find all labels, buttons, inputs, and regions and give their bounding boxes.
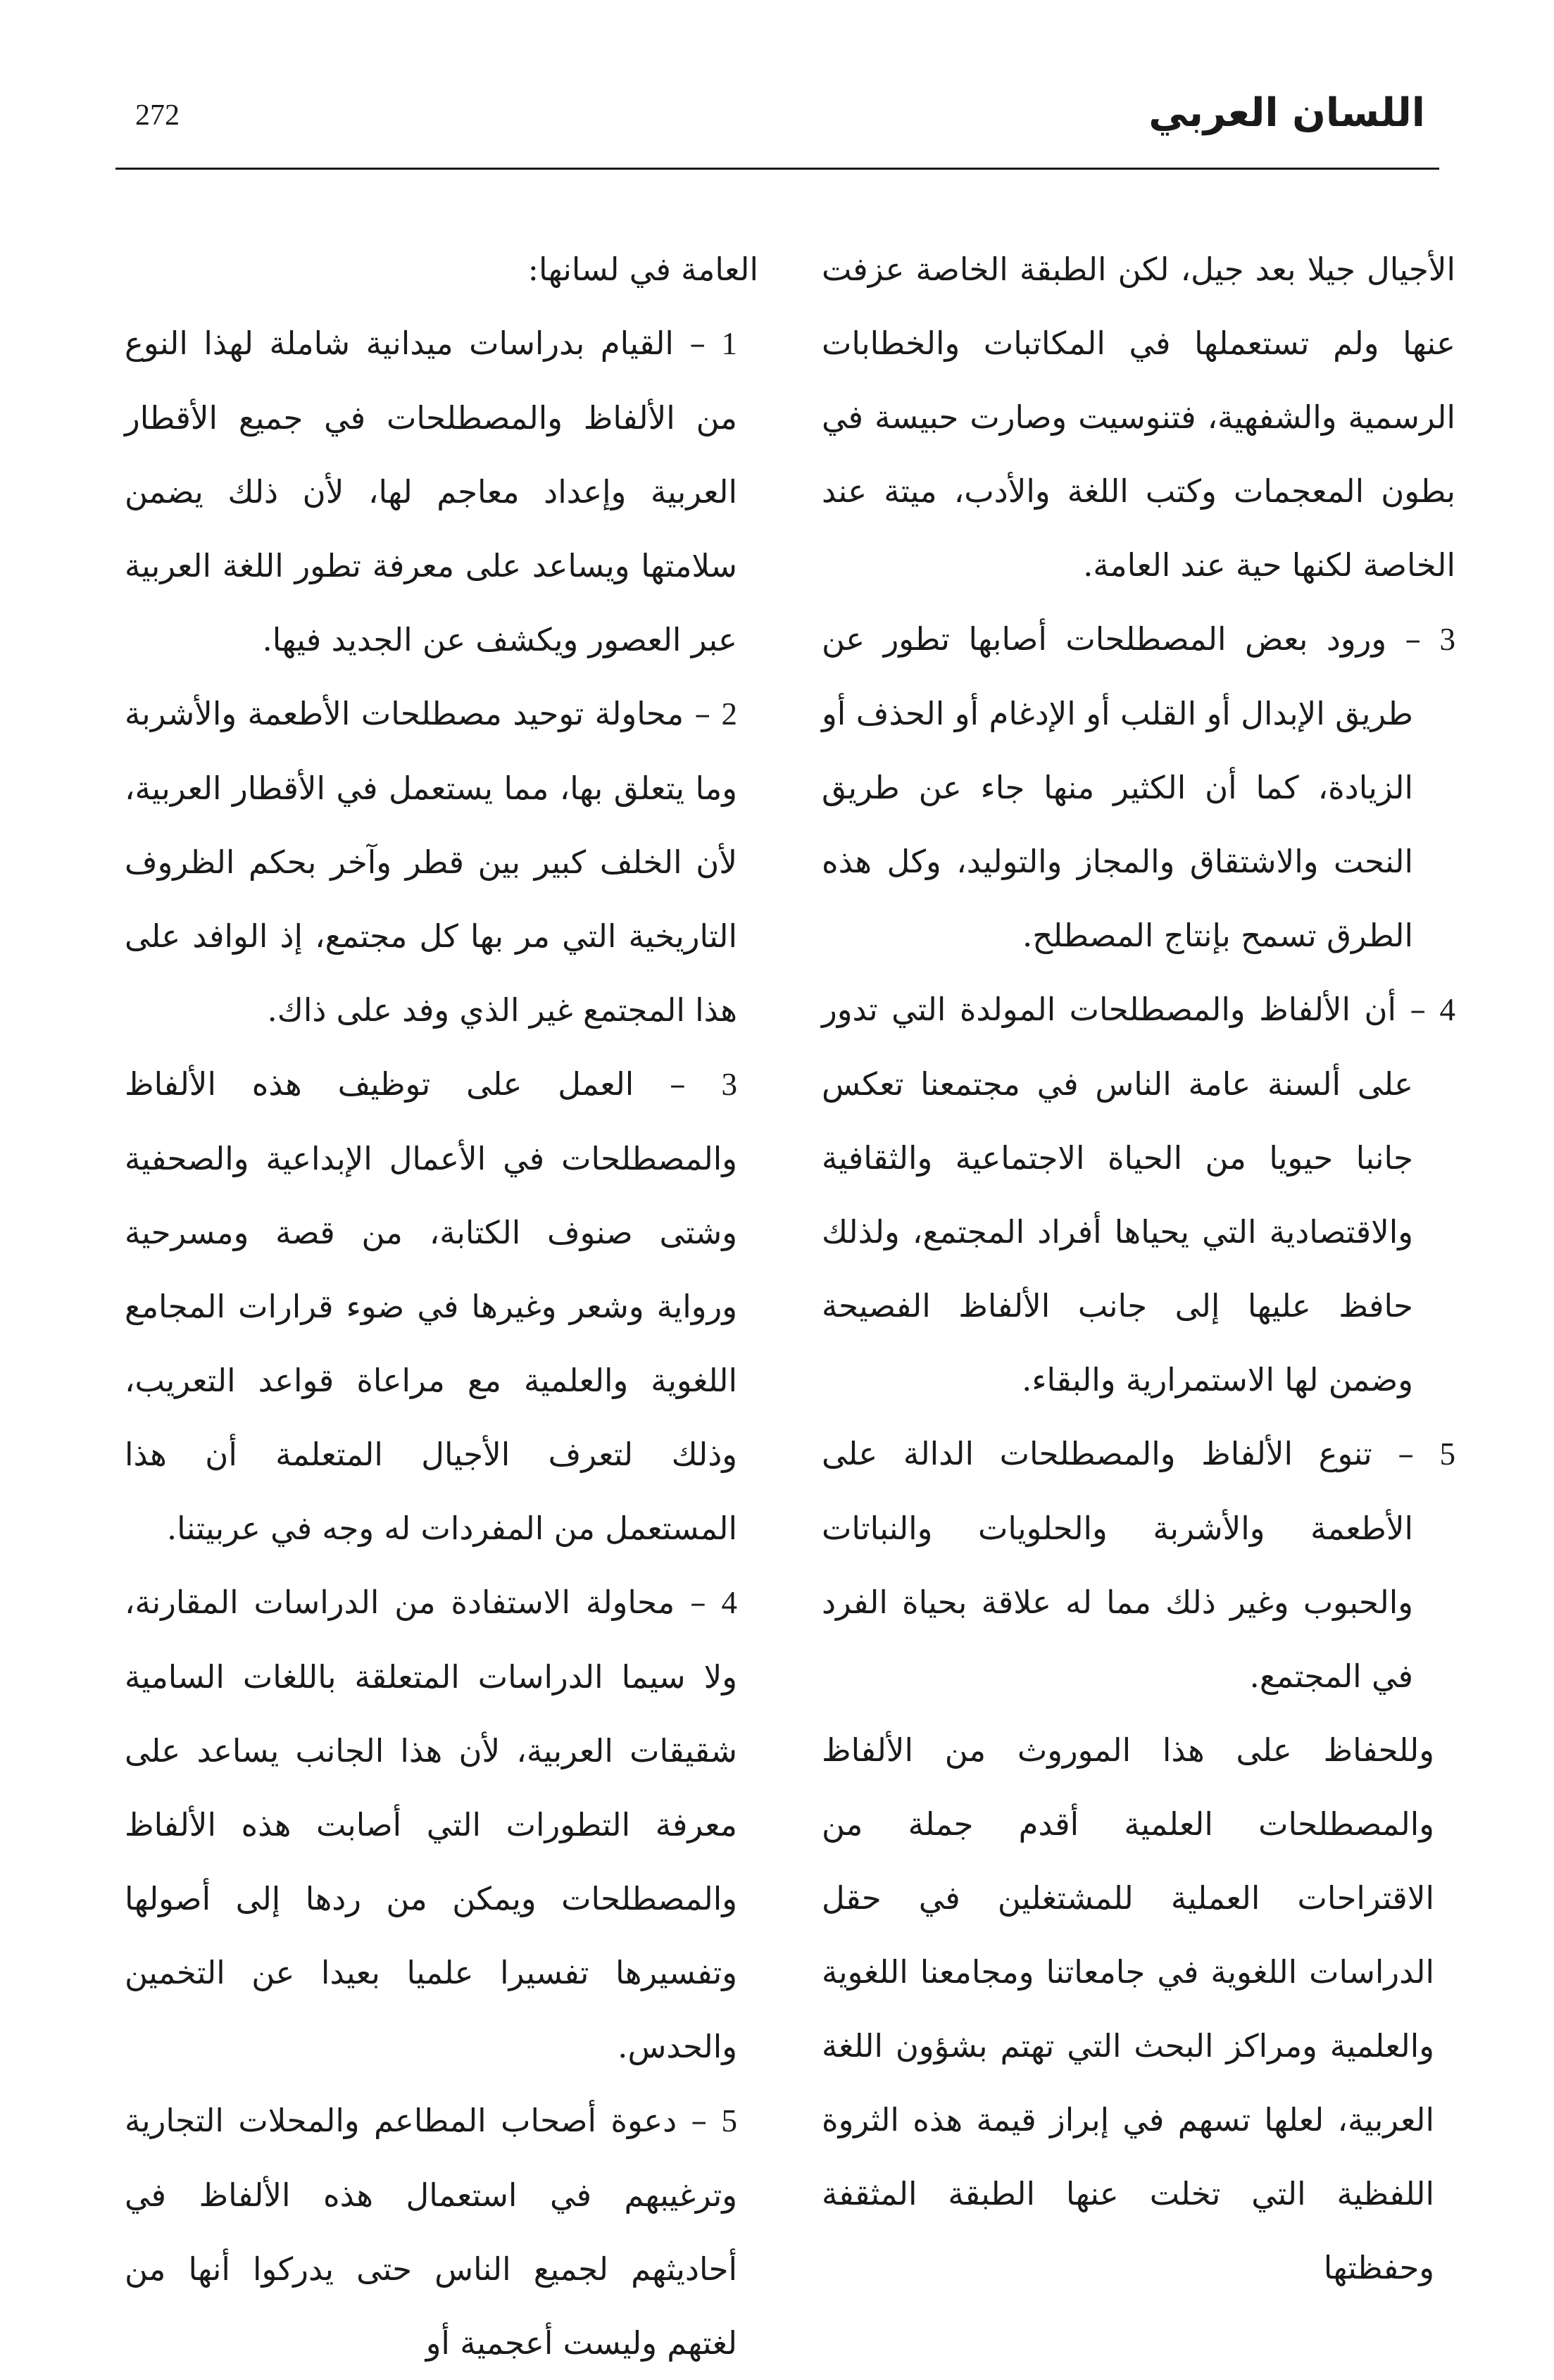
list-item: [125, 1565, 758, 2084]
list-item: [822, 1417, 1455, 1713]
right-column: [822, 232, 1455, 2305]
item-text: – العمل على توظيف هذه الألفاظ والمصطلحات في الأعمال الإبداعية والصحفية وشتى صنوف الكتابة، من قصة ومسرحية ورواية وشعر وغيرها في ضوء قرارات المجامع اللغوية والعلمية مع مراعاة قواعد التعريب، وذلك لتعرف الأجيال المتعلمة أن هذا المستعمل من المفردات له وجه في عربيتنا.: [125, 1065, 737, 1547]
list-item: [125, 306, 758, 677]
item-number: 2: [721, 696, 737, 732]
list-item: [822, 972, 1455, 1417]
item-text: – دعوة أصحاب المطاعم والمحلات التجارية وترغيبهم في استعمال هذه الألفاظ في أحاديثهم لجميع الناس حتى يدركوا أنها من لغتهم وليست أعجمية أو: [125, 2102, 737, 2362]
item-number: 5: [721, 2103, 737, 2138]
item-text: – ورود بعض المصطلحات أصابها تطور عن طريق الإبدال أو القلب أو الإدغام أو الحذف أو الزيادة، كما أن الكثير منها جاء عن طريق النحت والاشتقاق والمجاز والتوليد، وكل هذه الطرق تسمح بإنتاج المصطلح.: [822, 620, 1422, 954]
intro-paragraph: الأجيال جيلا بعد جيل، لكن الطبقة الخاصة عزفت عنها ولم تستعملها في المكاتبات والخطابات الرسمية والشفهية، فتنوسيت وصارت حبيسة في بطون المعجمات وكتب اللغة والأدب، ميتة عند الخاصة لكنها حية عند العامة.: [822, 251, 1455, 584]
left-column: [125, 232, 758, 2380]
page-header: [115, 84, 1439, 169]
item-text: – أن الألفاظ والمصطلحات المولدة التي تدور على ألسنة عامة الناس في مجتمعنا تعكس جانبا حيويا من الحياة الاجتماعية والثقافية والاقتصادية التي يحياها أفراد المجتمع، ولذلك حافظ عليها إلى جانب الألفاظ الفصيحة وضمن لها الاستمرارية والبقاء.: [822, 991, 1427, 1398]
intro-line: العامة في لسانها:: [527, 251, 758, 288]
page-number: 272: [135, 99, 180, 132]
list-item: [125, 677, 758, 1047]
list-item: [125, 2084, 758, 2380]
item-text: – محاولة الاستفادة من الدراسات المقارنة، ولا سيما الدراسات المتعلقة باللغات السامية شقيقات العربية، لأن هذا الجانب يساعد على معرفة التطورات التي أصابت هذه الألفاظ والمصطلحات ويمكن من ردها إلى أصولها وتفسيرها تفسيرا علميا بعيدا عن التخمين والحدس.: [125, 1584, 737, 2065]
item-number: 4: [1439, 992, 1455, 1027]
item-number: 3: [1439, 622, 1456, 657]
item-text: – تنوع الألفاظ والمصطلحات الدالة على الأطعمة والأشربة والحلويات والنباتات والحبوب وغير ذلك مما له علاقة بحياة الفرد في المجتمع.: [822, 1435, 1414, 1695]
list-item: [822, 602, 1455, 972]
list-item: [125, 1047, 758, 1565]
item-text: – محاولة توحيد مصطلحات الأطعمة والأشربة وما يتعلق بها، مما يستعمل في الأقطار العربية، لأن الخلف كبير بين قطر وآخر بحكم الظروف التاريخية التي مر بها كل مجتمع، إذ الوافد على هذا المجتمع غير الذي وفد على ذاك.: [125, 695, 737, 1029]
closing-paragraph: وللحفاظ على هذا الموروث من الألفاظ والمصطلحات العلمية أقدم جملة من الاقتراحات العملية للمشتغلين في حقل الدراسات اللغوية في جامعاتنا ومجامعنا اللغوية والعلمية ومراكز البحث التي تهتم بشؤون اللغة العربية، لعلها تسهم في إبراز قيمة هذه الثروة اللفظية التي تخلت عنها الطبقة المثقفة وحفظتها: [822, 1731, 1434, 2286]
item-number: 5: [1439, 1436, 1455, 1472]
item-number: 4: [721, 1585, 737, 1620]
item-number: 3: [721, 1067, 737, 1102]
header-divider: [115, 168, 1439, 170]
journal-title: اللسان العربي: [1148, 90, 1425, 136]
item-text: – القيام بدراسات ميدانية شاملة لهذا النوع من الألفاظ والمصطلحات في جميع الأقطار العربية وإعداد معاجم لها، لأن ذلك يضمن سلامتها ويساعد على معرفة تطور اللغة العربية عبر العصور ويكشف عن الجديد فيها.: [125, 325, 737, 658]
item-number: 1: [721, 326, 737, 361]
